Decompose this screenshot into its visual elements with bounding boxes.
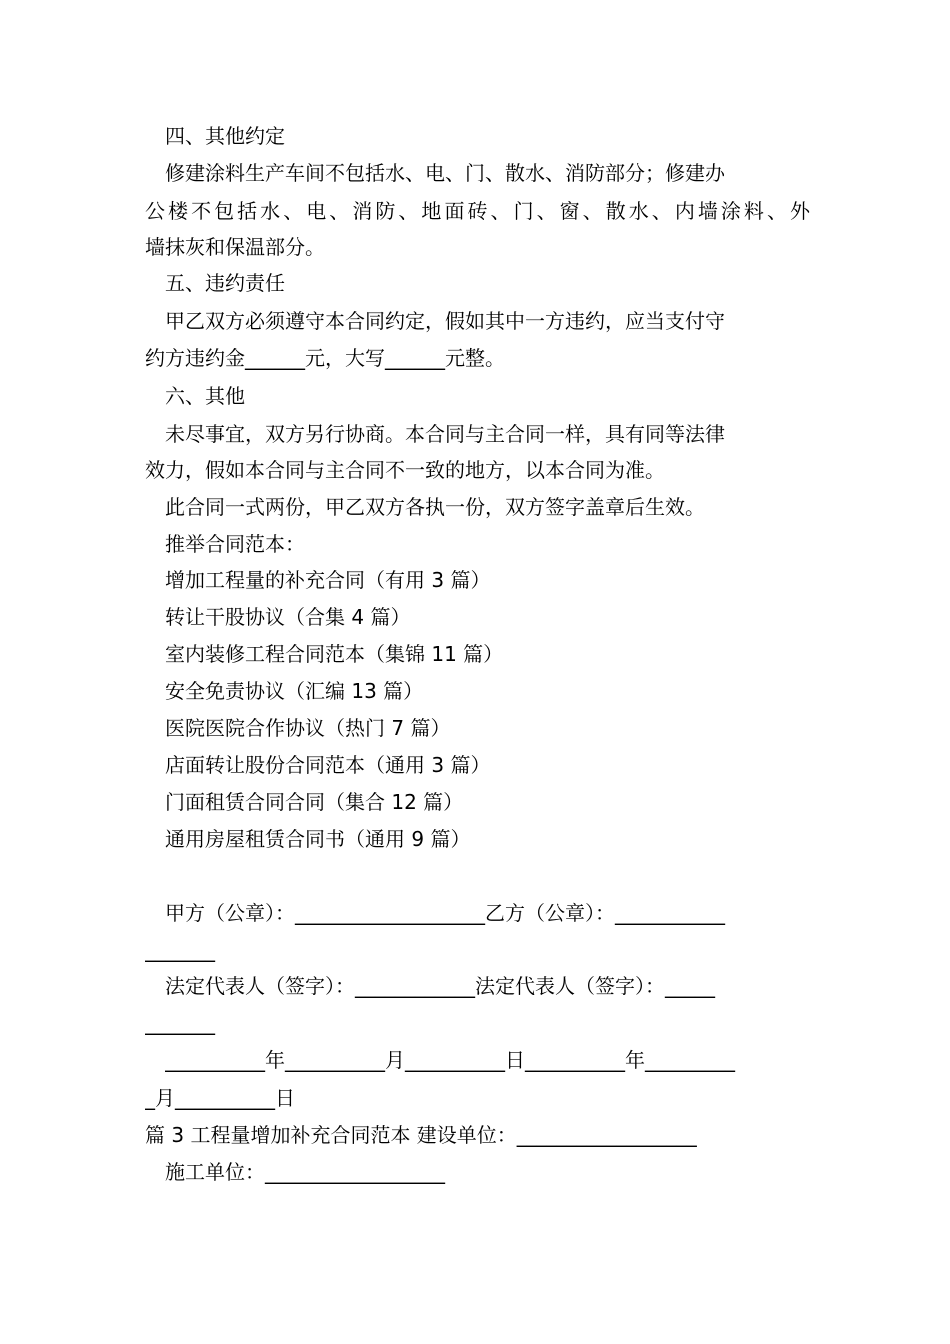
signature-line-legal-representative: 法定代表人（签字）：____________法定代表人（签字）：_____ [165,974,715,998]
list-item: 门面租赁合同合同（集合 12 篇） [165,790,464,814]
list-item: 转让干股协议（合集 4 篇） [165,605,411,629]
next-section-title: 篇 3 工程量增加补充合同范本 建设单位：__________________ [145,1123,697,1147]
list-item: 安全免责协议（汇编 13 篇） [165,679,424,703]
signature-line-continuation: _______ [145,938,215,962]
paragraph-line: 公楼不包括水、电、消防、地面砖、门、窗、散水、内墙涂料、外 [145,199,810,223]
list-item: 通用房屋租赁合同书（通用 9 篇） [165,827,471,851]
list-item: 店面转让股份合同范本（通用 3 篇） [165,753,491,777]
date-line-continuation: _月__________日 [145,1086,295,1110]
list-item: 室内装修工程合同范本（集锦 11 篇） [165,642,504,666]
date-line: __________年__________月__________日__________年_________ [165,1048,735,1072]
list-item: 医院医院合作协议（热门 7 篇） [165,716,451,740]
paragraph-line: 墙抹灰和保温部分。 [145,235,325,259]
paragraph-line: 未尽事宜，双方另行协商。本合同与主合同一样，具有同等法律 [165,422,725,446]
section-heading-other-agreements: 四、其他约定 [165,124,285,148]
recommended-templates-heading: 推举合同范本： [165,532,305,556]
section-heading-other: 六、其他 [165,384,245,408]
paragraph-line: 约方违约金______元，大写______元整。 [145,346,505,370]
signature-line-party-seal: 甲方（公章）：___________________乙方（公章）：___________ [165,901,725,925]
paragraph-line: 此合同一式两份，甲乙双方各执一份，双方签字盖章后生效。 [165,495,705,519]
paragraph-line: 修建涂料生产车间不包括水、电、门、散水、消防部分；修建办 [165,161,725,185]
paragraph-line: 甲乙双方必须遵守本合同约定，假如其中一方违约，应当支付守 [165,309,725,333]
section-heading-breach-liability: 五、违约责任 [165,271,285,295]
signature-line-continuation: _______ [145,1011,215,1035]
contractor-unit-line: 施工单位：__________________ [165,1160,445,1184]
list-item: 增加工程量的补充合同（有用 3 篇） [165,568,491,592]
paragraph-line: 效力，假如本合同与主合同不一致的地方，以本合同为准。 [145,458,665,482]
